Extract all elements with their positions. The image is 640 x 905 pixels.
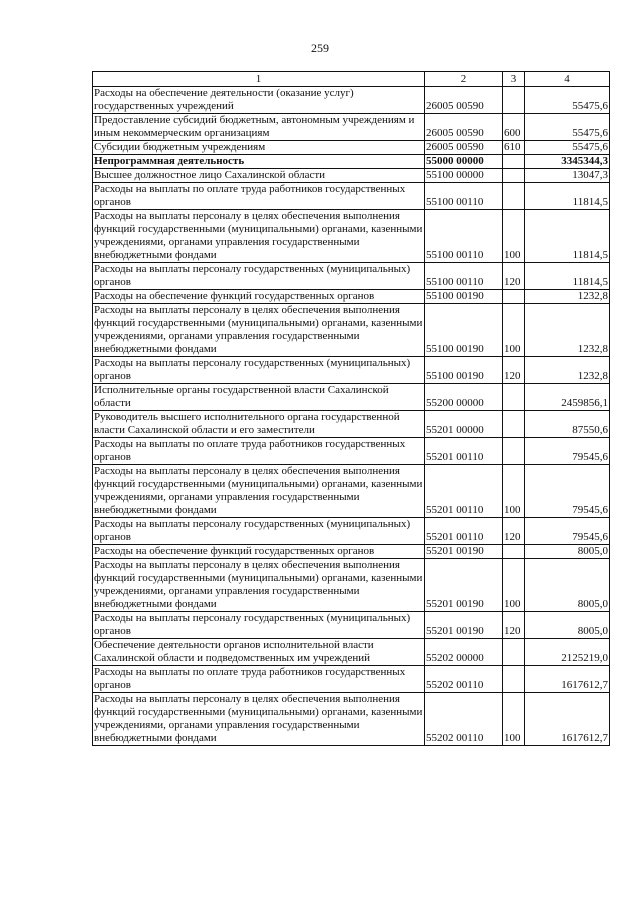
table-row [93,465,610,518]
row-type [503,87,525,114]
row-code: 55100 00190 [425,304,503,357]
row-sum: 55475,6 [525,141,610,155]
row-name: Расходы на выплаты персоналу государственных (муниципальных) органов [93,612,425,639]
row-sum: 11814,5 [525,210,610,263]
row-type [503,545,525,559]
row-sum: 1617612,7 [525,693,610,746]
row-code: 55000 00000 [425,155,503,169]
table-row [93,357,610,384]
row-name: Обеспечение деятельности органов исполнительной власти Сахалинской области и подведомственных им учреждений [93,639,425,666]
page-number: 259 [311,41,329,55]
table-row [93,87,610,114]
table-row [93,155,610,169]
row-name: Расходы на обеспечение деятельности (оказание услуг) государственных учреждений [93,87,425,114]
row-code: 55201 00110 [425,438,503,465]
row-name: Расходы на выплаты персоналу в целях обеспечения выполнения функций государственными (муниципальными) органами, казенными учреждениями, органами управления государственными внебюджетными фондами [93,465,425,518]
row-code: 55201 00110 [425,465,503,518]
row-name: Расходы на выплаты по оплате труда работников государственных органов [93,666,425,693]
row-name: Расходы на выплаты по оплате труда работников государственных органов [93,183,425,210]
table-body [93,87,610,746]
row-code: 55200 00000 [425,384,503,411]
row-sum: 87550,6 [525,411,610,438]
row-code: 55100 00110 [425,263,503,290]
row-name: Расходы на обеспечение функций государственных органов [93,290,425,304]
header-col-3: 3 [503,72,525,87]
row-name: Исполнительные органы государственной власти Сахалинской области [93,384,425,411]
budget-table [92,71,610,746]
row-type: 100 [503,465,525,518]
row-sum: 8005,0 [525,545,610,559]
row-code: 55100 00190 [425,290,503,304]
row-sum: 1232,8 [525,304,610,357]
row-type [503,290,525,304]
row-type: 610 [503,141,525,155]
row-code: 55201 00190 [425,545,503,559]
row-name: Расходы на обеспечение функций государственных органов [93,545,425,559]
row-name: Руководитель высшего исполнительного органа государственной власти Сахалинской области и его заместители [93,411,425,438]
row-sum: 2125219,0 [525,639,610,666]
row-type: 120 [503,518,525,545]
row-name: Расходы на выплаты по оплате труда работников государственных органов [93,438,425,465]
row-type: 100 [503,304,525,357]
table-row [93,263,610,290]
row-code: 55202 00110 [425,666,503,693]
table-row [93,384,610,411]
row-type: 120 [503,263,525,290]
row-sum: 79545,6 [525,465,610,518]
row-type [503,169,525,183]
row-code: 55100 00110 [425,210,503,263]
row-sum: 11814,5 [525,263,610,290]
row-code: 55201 00190 [425,612,503,639]
table-row [93,183,610,210]
row-type [503,411,525,438]
row-code: 55201 00000 [425,411,503,438]
row-name: Расходы на выплаты персоналу государственных (муниципальных) органов [93,263,425,290]
row-sum: 1232,8 [525,357,610,384]
header-col-2: 2 [425,72,503,87]
row-name: Субсидии бюджетным учреждениям [93,141,425,155]
table-row [93,666,610,693]
row-type [503,438,525,465]
table-header [93,72,610,87]
row-name: Расходы на выплаты персоналу в целях обеспечения выполнения функций государственными (муниципальными) органами, казенными учреждениями, органами управления государственными внебюджетными фондами [93,559,425,612]
table-row [93,639,610,666]
row-sum: 8005,0 [525,559,610,612]
row-sum: 1617612,7 [525,666,610,693]
row-type: 100 [503,559,525,612]
row-name: Расходы на выплаты персоналу в целях обеспечения выполнения функций государственными (муниципальными) органами, казенными учреждениями, органами управления государственными внебюджетными фондами [93,304,425,357]
row-name: Расходы на выплаты персоналу в целях обеспечения выполнения функций государственными (муниципальными) органами, казенными учреждениями, органами управления государственными внебюджетными фондами [93,210,425,263]
row-type: 100 [503,693,525,746]
row-name: Расходы на выплаты персоналу государственных (муниципальных) органов [93,518,425,545]
table-row [93,114,610,141]
table-row [93,304,610,357]
header-col-4: 4 [525,72,610,87]
row-sum: 3345344,3 [525,155,610,169]
row-sum: 79545,6 [525,518,610,545]
row-type [503,155,525,169]
row-name: Непрограммная деятельность [93,155,425,169]
table-header-row [93,72,610,87]
row-sum: 55475,6 [525,114,610,141]
row-code: 55202 00000 [425,639,503,666]
table-row [93,210,610,263]
row-sum: 1232,8 [525,290,610,304]
row-type [503,183,525,210]
row-type: 100 [503,210,525,263]
row-sum: 8005,0 [525,612,610,639]
row-sum: 11814,5 [525,183,610,210]
table-row [93,141,610,155]
row-sum: 79545,6 [525,438,610,465]
row-code: 26005 00590 [425,87,503,114]
row-name: Высшее должностное лицо Сахалинской области [93,169,425,183]
row-name: Расходы на выплаты персоналу государственных (муниципальных) органов [93,357,425,384]
table-row [93,169,610,183]
header-col-1: 1 [93,72,425,87]
table-row [93,518,610,545]
row-code: 55100 00110 [425,183,503,210]
table-row [93,438,610,465]
row-code: 55201 00110 [425,518,503,545]
row-type: 120 [503,357,525,384]
table-row [93,693,610,746]
row-type: 120 [503,612,525,639]
row-type [503,666,525,693]
table-row [93,411,610,438]
row-code: 55100 00190 [425,357,503,384]
row-type: 600 [503,114,525,141]
row-code: 55100 00000 [425,169,503,183]
row-type [503,384,525,411]
row-name: Расходы на выплаты персоналу в целях обеспечения выполнения функций государственными (муниципальными) органами, казенными учреждениями, органами управления государственными внебюджетными фондами [93,693,425,746]
table-row [93,612,610,639]
table-row [93,545,610,559]
row-sum: 13047,3 [525,169,610,183]
row-code: 26005 00590 [425,114,503,141]
row-sum: 2459856,1 [525,384,610,411]
table-row [93,290,610,304]
row-code: 26005 00590 [425,141,503,155]
row-code: 55202 00110 [425,693,503,746]
row-code: 55201 00190 [425,559,503,612]
table-row [93,559,610,612]
row-sum: 55475,6 [525,87,610,114]
row-name: Предоставление субсидий бюджетным, автономным учреждениям и иным некоммерческим организациям [93,114,425,141]
row-type [503,639,525,666]
